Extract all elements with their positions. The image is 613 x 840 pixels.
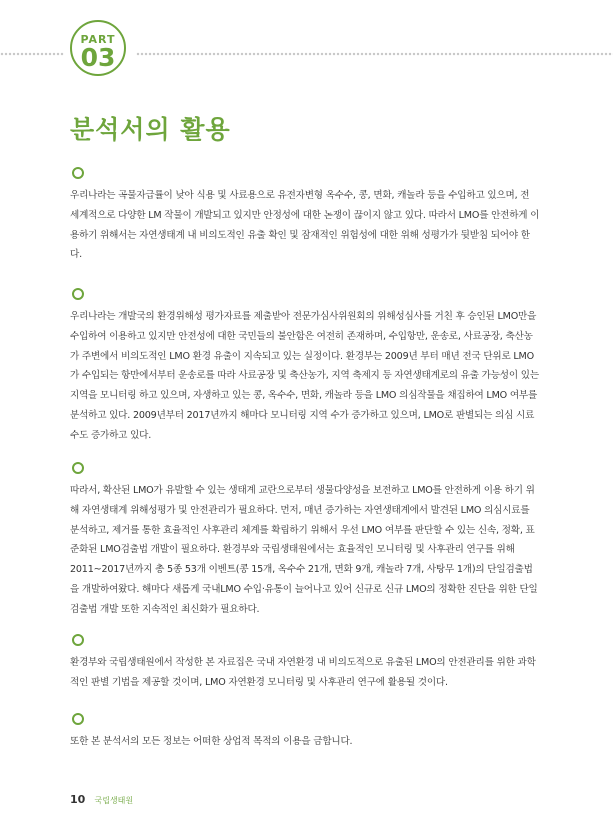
page-number: 10: [70, 793, 86, 806]
paragraph: 또한 본 분석서의 모든 정보는 어떠한 상업적 목적의 이용을 금합니다.: [70, 736, 353, 747]
bullet-ring-icon: [72, 288, 84, 300]
paragraph: 따라서, 확산된 LMO가 유발할 수 있는 생태계 교란으로부터 생물다양성을 보전하고 LMO를 안전하게 이용 하기 위해 자연생태계 위해성평가 및 안전관리가 필요하다. 먼저, 매년 증가하는 자연생태계에서 발견된 LMO 의심시료를 분석하고, 제거를 통한 효율적인 사후관리 체계를 확립하기 위해서 우선 LMO 여부를 판단할 수 있는 신속, 정확, 표준화된 LMO검출법 개발이 필요하다. 환경부와 국립생태원에서는 효율적인 모니터링 및 사후관리 연구를 위해 2011~2017년까지 총 5종 53개 이벤트(콩 15개, 옥수수 21개, 면화 9개, 캐놀라 7개, 사탕무 1개)의 단일검출법을 개발하여왔다. 해마다 새롭게 국내LMO 수입·유통이 늘어나고 있어 신규로 신규 LMO의 정확한 진단을 위한 단일검출법 개발 또한 지속적인 최신화가 필요하다.: [70, 485, 538, 615]
paragraph: 우리나라는 곡물자급률이 낮아 식용 및 사료용으로 유전자변형 옥수수, 콩, 면화, 캐놀라 등을 수입하고 있으며, 전 세계적으로 다양한 LM 작물이 개발되고 있지만 안정성에 대한 논쟁이 끊이지 않고 있다. 따라서 LMO를 안전하게 이용하기 위해서는 자연생태계 내 비의도적인 유출 확인 및 잠재적인 위험성에 대한 위해 성평가가 뒷받침 되어야 한다.: [70, 190, 540, 261]
bullet-ring-icon: [72, 634, 84, 646]
section-2: [70, 288, 540, 446]
section-5: [70, 713, 540, 752]
part-badge: [70, 20, 126, 76]
header-dotted-line-right: [136, 51, 613, 57]
bullet-ring-icon: [72, 713, 84, 725]
part-label: PART: [80, 33, 116, 46]
section-4: [70, 634, 540, 693]
footer: [70, 793, 133, 806]
page-title: 분석서의 활용: [70, 115, 231, 144]
paragraph: 우리나라는 개발국의 환경위해성 평가자료를 제출받아 전문가심사위원회의 위해성심사를 거친 후 승인된 LMO만을 수입하여 이용하고 있지만 안전성에 대한 국민들의 불안함은 여전히 존재하며, 수입항만, 운송로, 사료공장, 축산농가 주변에서 비의도적인 LMO 환경 유출이 지속되고 있는 실정이다. 환경부는 2009년 부터 매년 전국 단위로 LMO가 수입되는 항만에서부터 운송로를 따라 사료공장 및 축산농가, 지역 축제지 등 자연생태계로의 유출 가능성이 있는 지역을 모니터링 하고 있으며, 자생하고 있는 콩, 옥수수, 면화, 캐놀라 등을 LMO 의심작물을 채집하여 LMO 여부를 분석하고 있다. 2009년부터 2017년까지 해마다 모니터링 지역 수가 증가하고 있으며, LMO로 판별되는 의심 시료 수도 증가하고 있다.: [70, 311, 539, 441]
section-1: [70, 167, 540, 265]
part-number: 03: [80, 43, 116, 72]
section-3: [70, 462, 540, 620]
bullet-ring-icon: [72, 462, 84, 474]
paragraph: 환경부와 국립생태원에서 작성한 본 자료집은 국내 자연환경 내 비의도적으로 유출된 LMO의 안전관리를 위한 과학적인 판별 기법을 제공할 것이며, LMO 자연환경 모니터링 및 사후관리 연구에 활용될 것이다.: [70, 657, 536, 688]
org-name: 국립생태원: [94, 796, 134, 805]
bullet-ring-icon: [72, 167, 84, 179]
header-dotted-line-left: [0, 51, 64, 57]
